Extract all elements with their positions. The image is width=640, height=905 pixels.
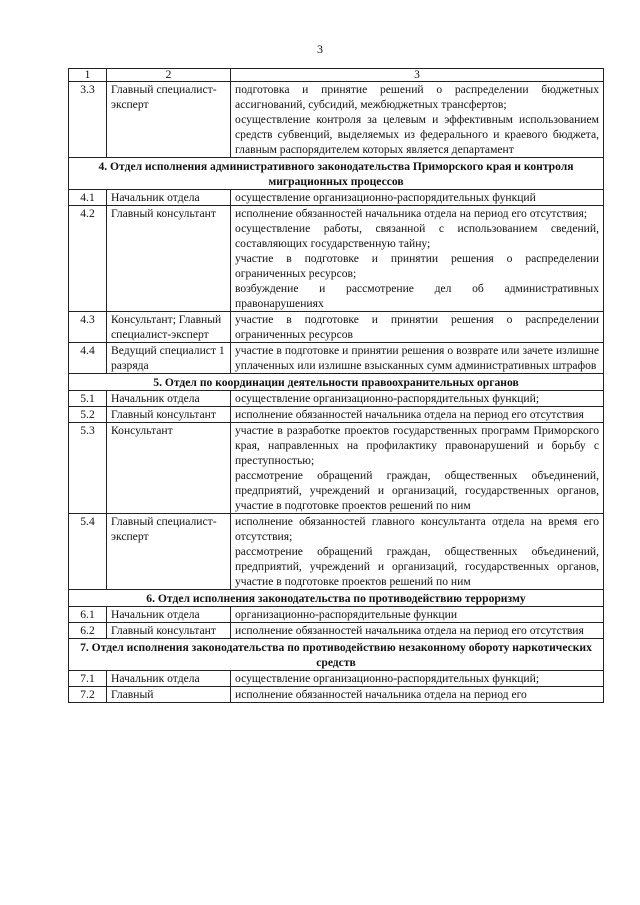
duty-item: осуществление контроля за целевым и эффективным использованием средств субвенций, выделяемых из федерального и краевого бюджета, главным распорядителем которых является департамент <box>235 113 599 156</box>
table-row <box>69 423 604 514</box>
section-header-row <box>69 639 604 671</box>
duties-cell <box>231 343 604 374</box>
column-header-3: 3 <box>231 69 604 82</box>
row-number: 3.3 <box>69 82 107 158</box>
duties-cell <box>231 423 604 514</box>
column-header-row <box>69 69 604 82</box>
duties-cell <box>231 190 604 206</box>
duties-cell <box>231 607 604 623</box>
position-title: Начальник отдела <box>107 607 231 623</box>
row-number: 7.1 <box>69 671 107 687</box>
row-number: 4.2 <box>69 206 107 312</box>
table-row <box>69 407 604 423</box>
duty-item: рассмотрение обращений граждан, общественных объединений, предприятий, учреждений и организаций, государственных органов, участие в подготовке проектов решений по ним <box>235 545 599 588</box>
table-row <box>69 607 604 623</box>
duty-item: осуществление организационно-распорядительных функций; <box>235 392 540 405</box>
row-number: 5.3 <box>69 423 107 514</box>
section-header-row <box>69 158 604 190</box>
duty-item: исполнение обязанностей начальника отдела на период его отсутствия <box>235 624 584 637</box>
row-number: 7.2 <box>69 687 107 703</box>
duty-item: участие в подготовке и принятии решения о возврате или зачете излишне уплаченных или излишне взысканных сумм административных штрафов <box>235 344 599 372</box>
position-title: Консультант; Главный специалист-эксперт <box>107 312 231 343</box>
duty-item: участие в подготовке и принятии решения о распределении ограниченных ресурсов; <box>235 252 599 280</box>
position-title: Главный специалист-эксперт <box>107 82 231 158</box>
table-row <box>69 391 604 407</box>
duties-cell <box>231 82 604 158</box>
row-number: 4.1 <box>69 190 107 206</box>
duty-item: возбуждение и рассмотрение дел об административных правонарушениях <box>235 282 599 310</box>
duty-item: осуществление работы, связанной с использованием сведений, составляющих государственную тайну; <box>235 222 599 250</box>
row-number: 4.4 <box>69 343 107 374</box>
row-number: 4.3 <box>69 312 107 343</box>
duty-item: осуществление организационно-распорядительных функций <box>235 191 536 204</box>
position-title: Главный консультант <box>107 206 231 312</box>
duty-item: рассмотрение обращений граждан, общественных объединений, предприятий, учреждений и организаций, государственных органов, участие в подготовке проектов решений по ним <box>235 469 599 512</box>
duties-cell <box>231 206 604 312</box>
position-title: Ведущий специалист 1 разряда <box>107 343 231 374</box>
duties-table <box>68 68 604 703</box>
section-title: 5. Отдел по координации деятельности правоохранительных органов <box>69 374 604 391</box>
section-title: 7. Отдел исполнения законодательства по противодействию незаконному обороту наркотических средств <box>69 639 604 671</box>
table-row <box>69 190 604 206</box>
section-header-row <box>69 590 604 607</box>
position-title: Начальник отдела <box>107 190 231 206</box>
position-title: Консультант <box>107 423 231 514</box>
position-title: Главный консультант <box>107 407 231 423</box>
table-body <box>69 69 604 703</box>
position-title: Начальник отдела <box>107 391 231 407</box>
section-title: 6. Отдел исполнения законодательства по противодействию терроризму <box>69 590 604 607</box>
table-row <box>69 514 604 590</box>
duties-cell <box>231 623 604 639</box>
duty-item: исполнение обязанностей начальника отдела на период его отсутствия; <box>235 207 588 220</box>
duties-cell <box>231 391 604 407</box>
page-number: 3 <box>317 42 323 56</box>
position-title: Начальник отдела <box>107 671 231 687</box>
column-header-1: 1 <box>69 69 107 82</box>
row-number: 6.2 <box>69 623 107 639</box>
position-title: Главный консультант <box>107 623 231 639</box>
row-number: 5.2 <box>69 407 107 423</box>
duty-item: осуществление организационно-распорядительных функций; <box>235 672 540 685</box>
position-title: Главный <box>107 687 231 703</box>
duties-cell <box>231 671 604 687</box>
duty-item: участие в подготовке и принятии решения о распределении ограниченных ресурсов <box>235 313 599 341</box>
section-header-row <box>69 374 604 391</box>
table-row <box>69 343 604 374</box>
duties-cell <box>231 514 604 590</box>
duty-item: участие в разработке проектов государственных программ Приморского края, направленных на профилактику правонарушений и борьбу с преступностью; <box>235 424 599 467</box>
duties-cell <box>231 312 604 343</box>
row-number: 6.1 <box>69 607 107 623</box>
duty-item: организационно-распорядительные функции <box>235 608 458 621</box>
table-row <box>69 312 604 343</box>
duties-cell <box>231 687 604 703</box>
position-title: Главный специалист-эксперт <box>107 514 231 590</box>
duty-item: исполнение обязанностей начальника отдела на период его <box>235 688 527 701</box>
table-row <box>69 82 604 158</box>
duty-item: исполнение обязанностей главного консультанта отдела на время его отсутствия; <box>235 515 599 543</box>
duty-item: исполнение обязанностей начальника отдела на период его отсутствия <box>235 408 584 421</box>
row-number: 5.1 <box>69 391 107 407</box>
table-row <box>69 206 604 312</box>
duty-item: подготовка и принятие решений о распределении бюджетных ассигнований, субсидий, межбюджетных трансфертов; <box>235 83 599 111</box>
duties-cell <box>231 407 604 423</box>
table-row <box>69 671 604 687</box>
column-header-2: 2 <box>107 69 231 82</box>
table-row <box>69 623 604 639</box>
row-number: 5.4 <box>69 514 107 590</box>
section-title: 4. Отдел исполнения административного законодательства Приморского края и контроля миграционных процессов <box>69 158 604 190</box>
table-row <box>69 687 604 703</box>
